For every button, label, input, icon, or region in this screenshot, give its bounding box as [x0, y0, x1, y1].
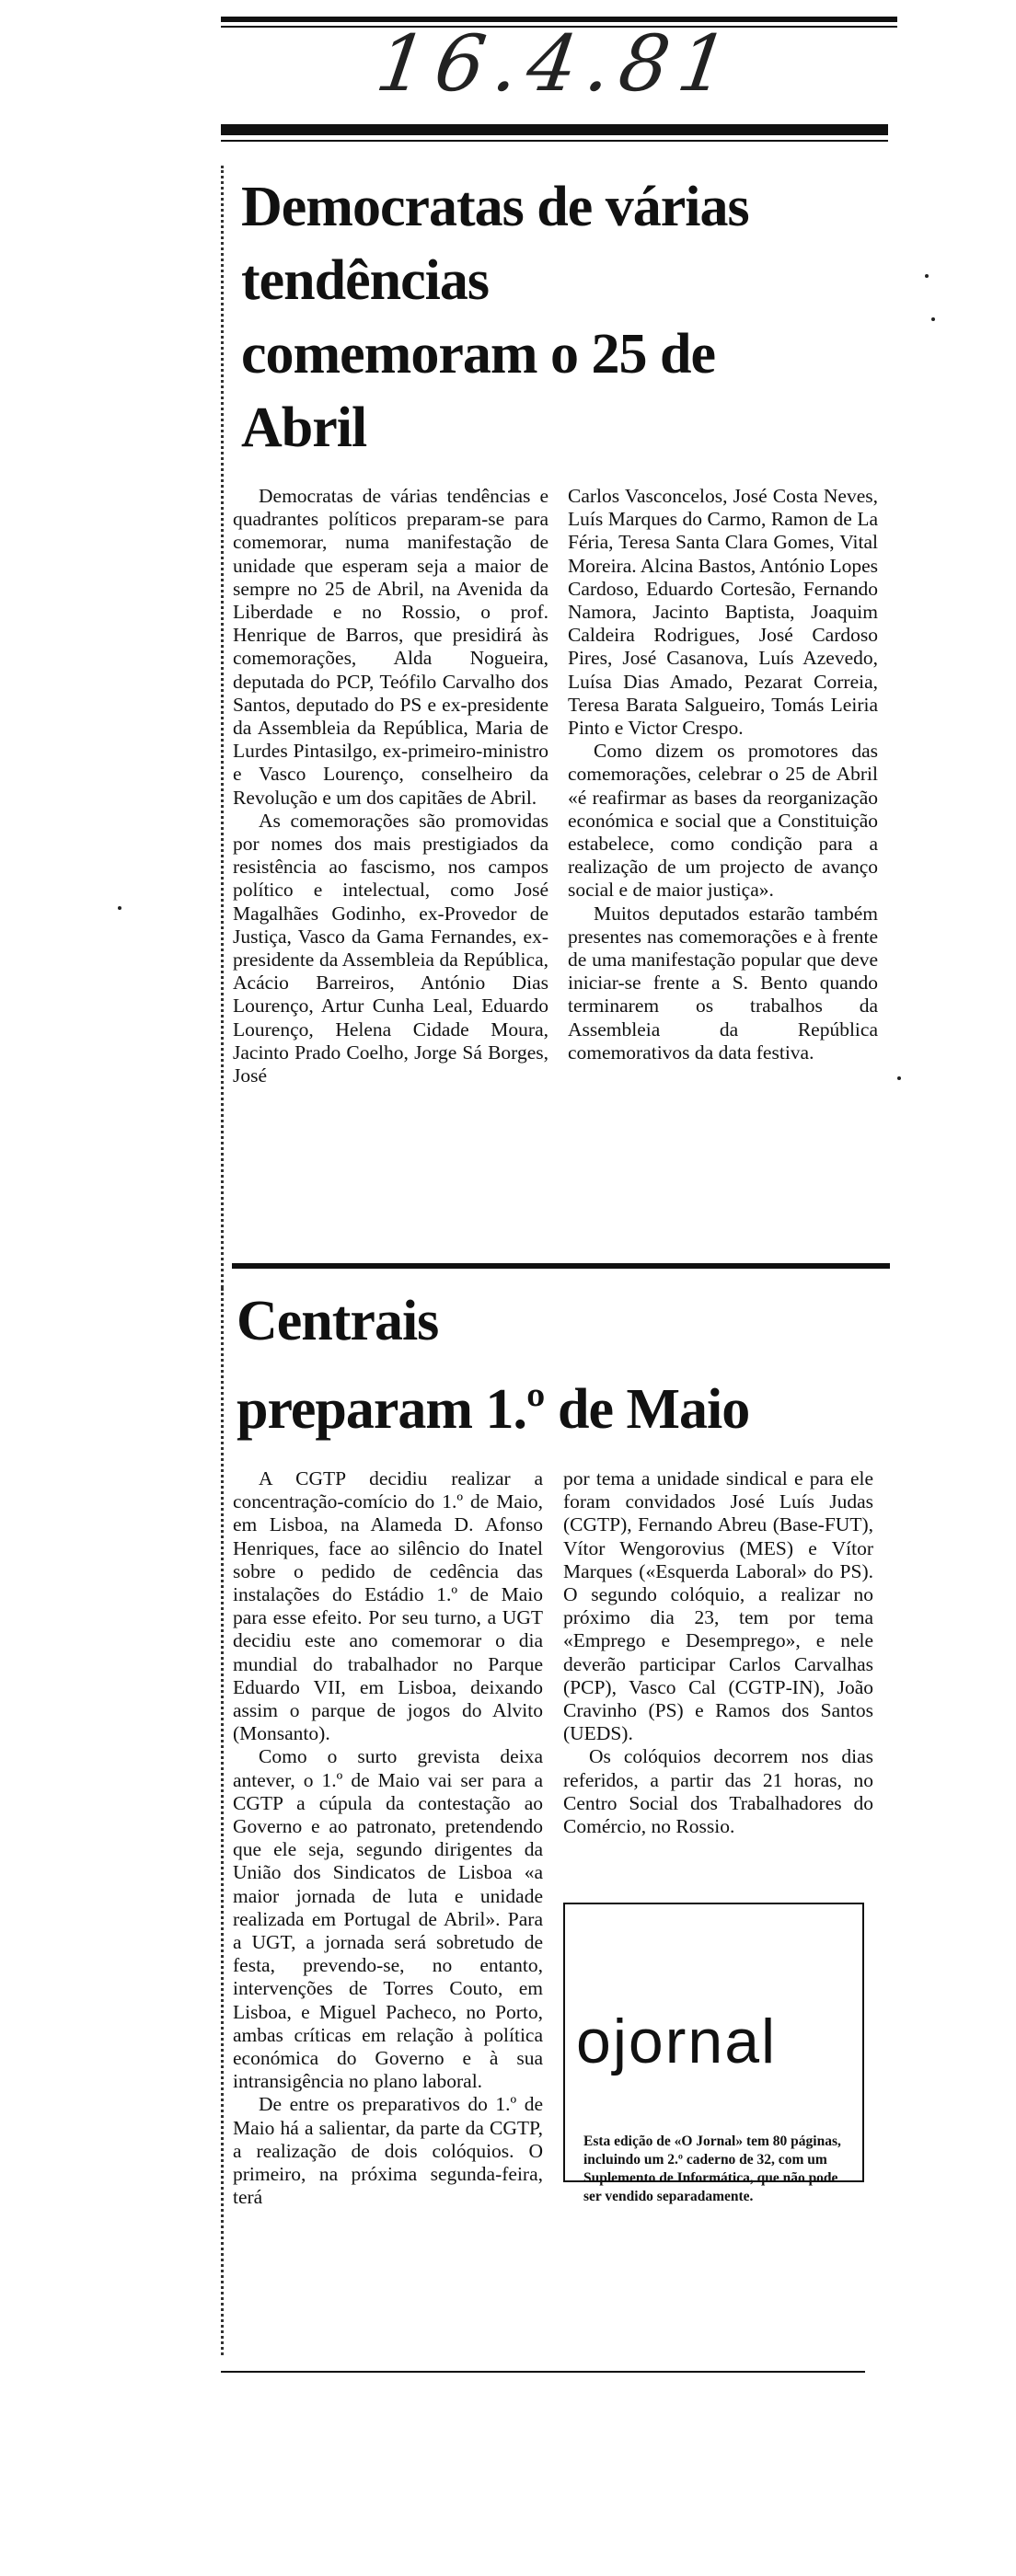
article2-headline-line2: preparam 1.º de Maio — [237, 1378, 750, 1441]
article1-paragraph: Como dizem os promotores das comemorações, celebrar o 25 de Abril «é reafirmar as bases da reorganização económica e social que a Constituição estabelece, como condição para a realização de um projecto de avanço social e de maior justiça». — [568, 740, 878, 902]
header-rule-thin — [221, 140, 888, 142]
article1-column-2 — [568, 485, 878, 1064]
header-rule — [221, 124, 888, 135]
margin-spine-2 — [221, 1288, 226, 2355]
article2-column-2 — [563, 1467, 873, 1838]
article2-paragraph: Os colóquios decorrem nos dias referidos, a partir das 21 horas, no Centro Social dos Trabalhadores do Comércio, no Rossio. — [563, 1745, 873, 1838]
article2-paragraph: A CGTP decidiu realizar a concentração-comício do 1.º de Maio, em Lisboa, na Alameda D. Afonso Henriques, face ao silêncio do Inatel sobre o pedido de cedência das instalações do Estádio 1.º de Maio para esse efeito. Por seu turno, a UGT decidiu este ano comemorar o dia mundial do trabalhador no Parque Eduardo VII, em Lisboa, deixando assim o parque de jogos do Alvito (Monsanto). — [233, 1467, 543, 1745]
article1-headline: Democratas de várias tendências comemoram o 25 de Abril — [241, 176, 749, 459]
article1-column-1 — [233, 485, 548, 1087]
article2-headline-line1: Centrais — [237, 1290, 439, 1352]
margin-spine-1 — [221, 166, 226, 1288]
article2-paragraph: por tema a unidade sindical e para ele foram convidados José Luís Judas (CGTP), Fernando Abreu (Base-FUT), Vítor Wengorovius (MES) e Vítor Marques («Esquerda Laboral» do PS). O segundo colóquio, a realizar no próximo dia 23, tem por tema «Emprego e Desemprego», e nele deverão participar Carlos Carvalhas (PCP), Vasco Cal (CGTP-IN), João Cravinho (PS) e Ramos dos Santos (UEDS). — [563, 1467, 873, 1745]
scan-speck — [897, 1076, 901, 1080]
article1-paragraph: Muitos deputados estarão também presentes nas comemorações e à frente de uma manifestação popular que deve iniciar-se frente a S. Bento quando terminarem os trabalhos da Assembleia da República comemorativos da data festiva. — [568, 902, 878, 1064]
article2-column-1 — [233, 1467, 543, 2210]
article1-paragraph: Democratas de várias tendências e quadrantes políticos preparam-se para comemorar, numa manifestação de unidade que esperam seja a maior de sempre no 25 de Abril, na Avenida da Liberdade e no Rossio, o prof. Henrique de Barros, que presidirá às comemorações, Alda Nogueira, deputada do PCP, Teófilo Carvalho dos Santos, deputado do PS e ex-presidente da Assembleia da República, Maria de Lurdes Pintasilgo, ex-primeiro-ministro e Vasco Lourenço, conselheiro da Revolução e um dos capitães de Abril. — [233, 485, 548, 809]
newspaper-ad-box — [563, 1903, 864, 2204]
article-divider — [232, 1263, 890, 1269]
article2-headline — [237, 1283, 881, 1447]
article2-paragraph: Como o surto grevista deixa antever, o 1.º de Maio vai ser para a CGTP a cúpula da contestação ao Governo e ao patronato, pretendendo que ele seja, segundo dirigentes da União dos Sindicatos de Lisboa «a maior jornada de luta e unidade realizada em Portugal de Abril». Para a UGT, a jornada será sobretudo de festa, prevendo-se, no entanto, intervenções de Torres Couto, em Lisboa, e Miguel Pacheco, no Porto, ambas críticas em relação à política económica do Governo e à sua intransigência no plano laboral. — [233, 1745, 543, 2093]
scan-speck — [118, 906, 121, 910]
article1-paragraph: As comemorações são promovidas por nomes dos mais prestigiados da resistência ao fascismo, nos campos político e intelectual, como José Magalhães Godinho, ex-Provedor de Justiça, Vasco da Gama Fernandes, ex-presidente da Assembleia da República, Acácio Barreiros, António Dias Lourenço, Artur Cunha Leal, Eduardo Lourenço, Helena Cidade Moura, Jacinto Prado Coelho, Jorge Sá Borges, José — [233, 809, 548, 1087]
scan-speck — [925, 274, 929, 278]
ad-notice-text: Esta edição de «O Jornal» tem 80 páginas, incluindo um 2.º caderno de 32, com um Suplemento de Informática, que não pode ser vendido separadamente. — [583, 2133, 841, 2204]
scan-speck — [931, 317, 935, 321]
article1-paragraph: Carlos Vasconcelos, José Costa Neves, Luís Marques do Carmo, Ramon de La Féria, Teresa Santa Clara Gomes, Vital Moreira. Alcina Bastos, António Lopes Cardoso, Eduardo Cortesão, Fernando Namora, Jacinto Baptista, Joaquim Caldeira Rodrigues, José Cardoso Pires, José Casanova, Luís Azevedo, Luísa Dias Amado, Pezarat Correia, Teresa Barata Salgueiro, Tomás Leiria Pinto e Victor Crespo. — [568, 485, 878, 740]
article2-paragraph: De entre os preparativos do 1.º de Maio há a salientar, da parte da CGTP, a realização de dois colóquios. O primeiro, na próxima segunda-feira, terá — [233, 2093, 543, 2209]
ojornal-logo: ojornal — [576, 2007, 778, 2076]
bottom-rule — [221, 2371, 865, 2373]
handwritten-date: 16.4.81 — [371, 18, 744, 109]
